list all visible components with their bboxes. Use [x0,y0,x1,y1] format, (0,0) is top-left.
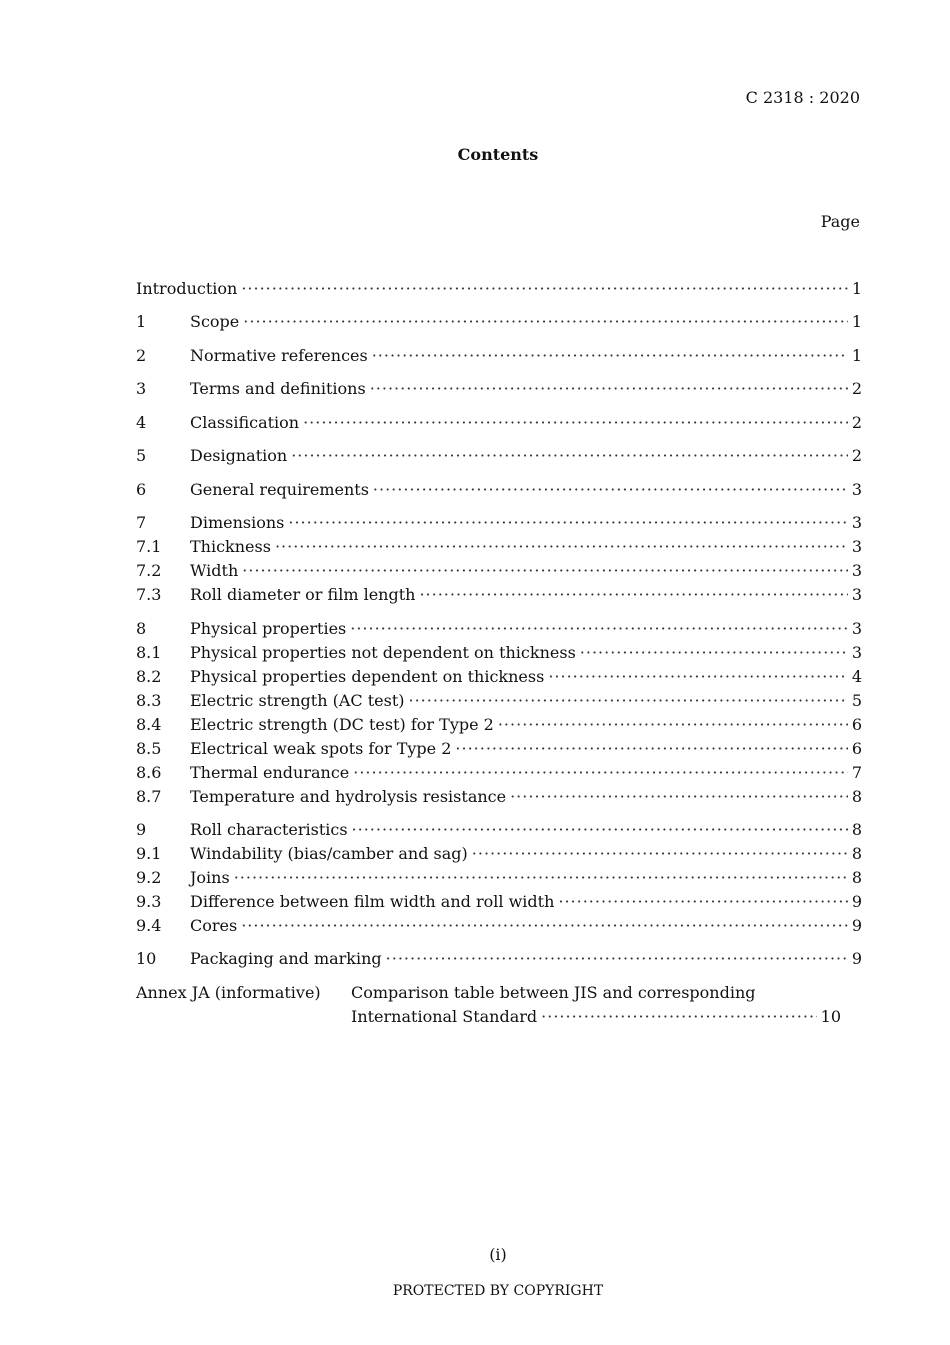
annex-title-line2-row [351,1007,841,1026]
toc-entry-number: 4 [136,413,147,432]
toc-entry-page: 6 [851,715,862,734]
toc-entry-label: Thickness [190,537,271,556]
toc-entry[interactable] [136,763,862,787]
toc-entry-label: Physical properties [190,619,347,638]
page-column-label: Page [820,212,860,231]
toc-entry-page: 3 [851,619,862,638]
toc-entry[interactable] [136,892,862,916]
toc-entry[interactable] [136,379,862,403]
toc-entry-label: Scope [190,312,240,331]
toc-entry-label: Packaging and marking [190,949,382,968]
toc-entry-number: 5 [136,446,147,465]
toc-entry-page: 3 [851,537,862,556]
toc-entry-number: 8.6 [136,763,162,782]
toc-entry-page: 3 [851,585,862,604]
leader-dots [291,446,848,465]
leader-dots [510,787,848,806]
toc-entry[interactable] [136,513,862,537]
toc-entry[interactable] [136,312,862,336]
toc-entry-page: 1 [851,312,862,331]
toc-entry[interactable] [136,619,862,643]
toc-entry[interactable] [136,739,862,763]
copyright-notice: PROTECTED BY COPYRIGHT [392,1283,604,1299]
toc-entry-page: 2 [851,446,862,465]
toc-entry[interactable] [136,480,862,504]
leader-dots [243,312,848,331]
leader-dots [370,379,848,398]
toc-entry-label: Difference between film width and roll width [190,892,555,911]
toc-entry-label: Electric strength (DC test) for Type 2 [190,715,494,734]
toc-entry-page: 1 [851,346,862,365]
toc-entry-number: 8.3 [136,691,162,710]
toc-entry-number: 9 [136,820,147,839]
toc-entry-number: 8.4 [136,715,162,734]
toc-entry[interactable] [136,537,862,561]
toc-entry-number: 6 [136,480,147,499]
toc-entry[interactable] [136,916,862,940]
toc-entry-page: 3 [851,480,862,499]
toc-entry-page: 9 [851,916,862,935]
leader-dots [372,346,848,365]
annex-page: 10 [820,1007,841,1026]
toc-entry-page: 8 [851,868,862,887]
toc-entry-label: Electrical weak spots for Type 2 [190,739,452,758]
toc-entry-number: 9.1 [136,844,162,863]
leader-dots [541,1007,816,1026]
leader-dots [548,667,847,686]
toc-entry-number: 7 [136,513,147,532]
toc-entry[interactable] [136,667,862,691]
leader-dots [241,279,847,298]
toc-entry-page: 2 [851,379,862,398]
leader-dots [352,820,848,839]
leader-dots [498,715,848,734]
toc-entry[interactable] [136,585,862,609]
toc-entry[interactable] [136,787,862,811]
toc-entry-label: Cores [190,916,238,935]
page-number: (i) [489,1245,507,1264]
toc-entry-page: 7 [851,763,862,782]
toc-entry-page: 2 [851,413,862,432]
toc-entry-label: Physical properties dependent on thickness [190,667,545,686]
leader-dots [580,643,848,662]
toc-entry[interactable] [136,949,862,973]
leader-dots [419,585,847,604]
toc-entry-number: 8 [136,619,147,638]
toc-entry-label: Roll characteristics [190,820,348,839]
standard-code: C 2318 : 2020 [745,88,860,107]
toc-entry-page: 9 [851,892,862,911]
toc-entry-label: Roll diameter or film length [190,585,416,604]
toc-entry-label: Designation [190,446,288,465]
toc-entry-label: Electric strength (AC test) [190,691,405,710]
toc-entry-label: Physical properties not dependent on thickness [190,643,576,662]
annex-title-line1: Comparison table between JIS and corresponding [351,983,756,1002]
toc-entry-number: 8.5 [136,739,162,758]
toc-entry-number: 7.1 [136,537,162,556]
annex-label: Annex JA (informative) [136,983,321,1002]
toc-entry[interactable] [136,446,862,470]
toc-entry-number: 7.2 [136,561,162,580]
leader-dots [288,513,847,532]
toc-entry-number: 8.1 [136,643,162,662]
toc-entry-label: Temperature and hydrolysis resistance [190,787,507,806]
leader-dots [350,619,848,638]
leader-dots [386,949,848,968]
toc-entry[interactable] [136,346,862,370]
toc-entry-page: 8 [851,820,862,839]
toc-entry-label: Normative references [190,346,368,365]
toc-entry[interactable] [136,691,862,715]
toc-entry-page: 9 [851,949,862,968]
leader-dots [409,691,848,710]
leader-dots [455,739,847,758]
toc-entry-page: 8 [851,787,862,806]
toc-entry[interactable] [136,643,862,667]
toc-entry-page: 8 [851,844,862,863]
toc-entry-number: 7.3 [136,585,162,604]
toc-entry-label: Windability (bias/camber and sag) [190,844,468,863]
toc-entry[interactable] [136,279,862,303]
toc-entry[interactable] [136,868,862,892]
toc-entry-page: 1 [851,279,862,298]
toc-entry-label: Width [190,561,239,580]
toc-entry-number: 3 [136,379,147,398]
toc-entry-number: 9.4 [136,916,162,935]
toc-entry[interactable] [136,820,862,844]
leader-dots [275,537,848,556]
toc-entry-label: General requirements [190,480,369,499]
toc-entry-page: 3 [851,643,862,662]
toc-entry-label: Introduction [136,279,238,298]
leader-dots [353,763,848,782]
toc-entry-page: 6 [851,739,862,758]
toc-entry[interactable] [136,715,862,739]
page-title: Contents [457,145,539,164]
toc-entry-page: 5 [851,691,862,710]
leader-dots [234,868,848,887]
toc-entry-number: 9.3 [136,892,162,911]
leader-dots [303,413,848,432]
toc-entry-page: 3 [851,561,862,580]
toc-entry-label: Classification [190,413,300,432]
toc-entry-number: 9.2 [136,868,162,887]
toc-entry-number: 1 [136,312,147,331]
toc-entry-label: Dimensions [190,513,285,532]
toc-entry-label: Thermal endurance [190,763,350,782]
toc-entry-number: 8.7 [136,787,162,806]
toc-entry-number: 10 [136,949,157,968]
toc-entry-number: 2 [136,346,147,365]
toc-entry-number: 8.2 [136,667,162,686]
annex-title-line2: International Standard [351,1007,538,1026]
leader-dots [373,480,848,499]
leader-dots [242,561,848,580]
toc-entry-label: Terms and definitions [190,379,366,398]
leader-dots [241,916,848,935]
toc-entry-page: 3 [851,513,862,532]
toc-entry[interactable] [136,561,862,585]
toc-entry[interactable] [136,413,862,437]
toc-entry-label: Joins [190,868,230,887]
toc-entry-page: 4 [851,667,862,686]
leader-dots [472,844,848,863]
toc-entry[interactable] [136,844,862,868]
leader-dots [558,892,847,911]
